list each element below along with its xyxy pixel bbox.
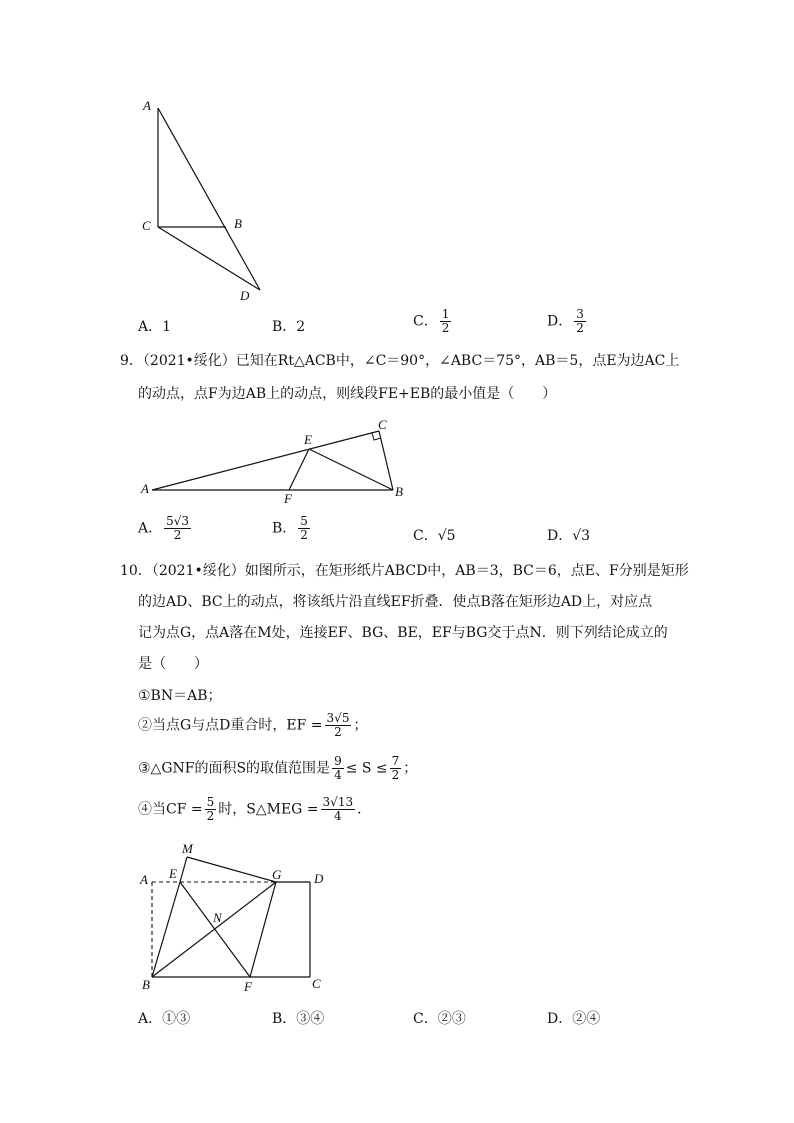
segment-me: [180, 857, 187, 882]
label-n: N: [213, 910, 222, 925]
label-b: B: [234, 216, 242, 231]
label-c: C: [312, 976, 321, 991]
q10-line4: 是（ ）: [138, 656, 208, 672]
q10-statement-4: ④当CF = $\frac{5}{2}$ 时，S△MEG = $\frac{3√13}{4}$ ．: [138, 795, 372, 823]
q10-option-b: B．③④: [272, 1011, 325, 1027]
q9-option-c: C．√5: [413, 528, 456, 544]
label-d: D: [314, 871, 324, 886]
q9-line2: 的动点，点F为边AB上的动点，则线段FE+EB的最小值是（ ）: [138, 386, 557, 402]
q10-line1: 10．（2021•绥化）如图所示，在矩形纸片ABCD中，AB＝3，BC＝6，点E、F分别是矩形: [120, 563, 689, 579]
q10-option-d: D．②④: [547, 1011, 601, 1027]
q10-line2: 的边AD、BC上的动点，将该纸片沿直线EF折叠．使点B落在矩形边AD上，对应点: [138, 594, 653, 610]
q9-line1: 9．（2021•绥化）已知在Rt△ACB中，∠C＝90°，∠ABC＝75°，AB＝5，点E为边AC上: [120, 353, 680, 369]
q10-statement-1: ①BN＝AB；: [138, 688, 222, 704]
label-a: A: [141, 481, 149, 496]
label-a: A: [143, 98, 151, 113]
label-f: F: [284, 491, 292, 506]
label-b: B: [142, 977, 150, 992]
q8-option-c: C． $\frac{1}{2}$: [413, 307, 450, 335]
label-g: G: [272, 867, 282, 882]
q8-option-a: A．1: [138, 319, 172, 335]
q10-line3: 记为点G，点A落在M处，连接EF、BG、BE，EF与BG交于点N．则下列结论成立的: [138, 625, 668, 641]
q8-option-d: D． $\frac{3}{2}$: [547, 307, 584, 335]
label-c: C: [142, 218, 151, 233]
q10-statement-3: ③△GNF的面积S的取值范围是 $\frac{9}{4}$ ≤ S ≤ $\frac{7}{2}$ ；: [138, 754, 418, 782]
label-e: E: [169, 866, 177, 881]
label-c: C: [378, 417, 387, 432]
q10-option-a: A．①③: [138, 1011, 191, 1027]
q10-statement-2: ②当点G与点D重合时，EF = $\frac{3√5}{2}$ ；: [138, 711, 368, 739]
q9-option-d: D．√3: [547, 528, 591, 544]
label-d: D: [240, 288, 250, 303]
q9-option-b: B． $\frac{5}{2}$: [272, 514, 308, 542]
segment-mg: [187, 857, 276, 882]
segment-be: [152, 882, 180, 977]
label-a: A: [140, 872, 148, 887]
label-m: M: [182, 841, 193, 856]
segment-bg: [152, 882, 276, 977]
label-f: F: [244, 979, 252, 994]
q8-option-b: B．2: [272, 319, 306, 335]
label-e: E: [304, 432, 312, 447]
label-b: B: [395, 484, 403, 499]
q10-option-c: C．②③: [413, 1011, 466, 1027]
segment-gf: [250, 882, 276, 977]
q9-option-a: A． $\frac{5√3}{2}$: [138, 514, 190, 542]
segment-ef: [180, 882, 250, 977]
